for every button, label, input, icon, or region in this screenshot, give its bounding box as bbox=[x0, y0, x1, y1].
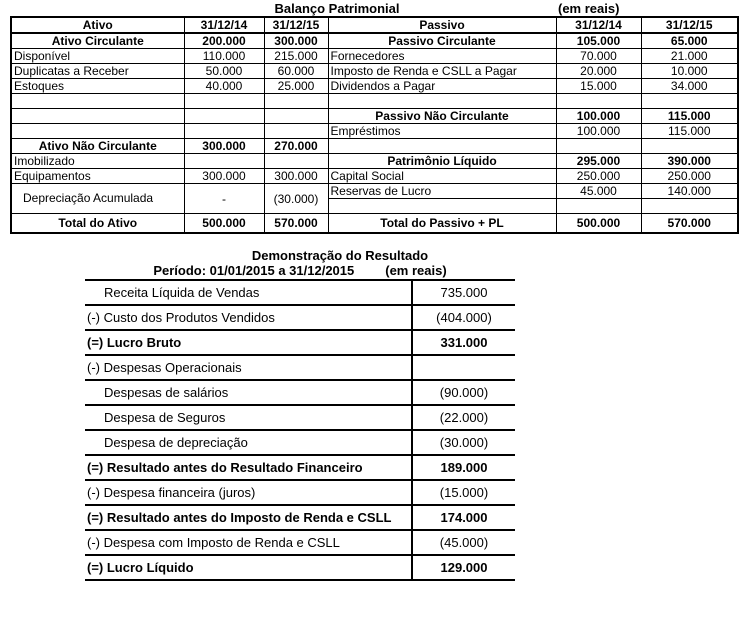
account-label: Empréstimos bbox=[328, 124, 556, 139]
value-cell: 295.000 bbox=[556, 154, 641, 169]
value-cell: (22.000) bbox=[412, 405, 515, 430]
table-row bbox=[85, 430, 515, 455]
account-label: Dividendos a Pagar bbox=[328, 79, 556, 94]
value-cell: 65.000 bbox=[641, 33, 738, 49]
value-cell: 50.000 bbox=[184, 64, 264, 79]
value-cell: 570.000 bbox=[641, 214, 738, 233]
empty-cell bbox=[184, 109, 264, 124]
account-label: Estoques bbox=[11, 79, 184, 94]
table-row bbox=[11, 124, 738, 139]
balance-sheet-title: Balanço Patrimonial bbox=[274, 1, 400, 16]
line-item-label: (-) Despesas Operacionais bbox=[85, 355, 412, 380]
table-row bbox=[85, 380, 515, 405]
value-cell: 300.000 bbox=[264, 33, 328, 49]
table-row bbox=[11, 94, 738, 109]
section-label: Patrimônio Líquido bbox=[328, 154, 556, 169]
value-cell: 21.000 bbox=[641, 49, 738, 64]
income-statement-block bbox=[85, 248, 515, 581]
value-cell: 735.000 bbox=[412, 280, 515, 305]
value-cell: 115.000 bbox=[641, 109, 738, 124]
value-cell: 10.000 bbox=[641, 64, 738, 79]
empty-cell bbox=[328, 94, 556, 109]
line-item-label: Despesas de salários bbox=[85, 380, 412, 405]
value-cell: 189.000 bbox=[412, 455, 515, 480]
value-cell: - bbox=[184, 184, 264, 214]
table-row bbox=[11, 79, 738, 94]
table-row bbox=[85, 330, 515, 355]
income-statement-unit-label: (em reais) bbox=[385, 262, 447, 278]
table-row bbox=[11, 169, 738, 184]
table-row bbox=[85, 530, 515, 555]
value-cell: 500.000 bbox=[184, 214, 264, 233]
value-cell: 70.000 bbox=[556, 49, 641, 64]
empty-cell bbox=[264, 124, 328, 139]
table-row bbox=[11, 139, 738, 154]
income-statement-subtitle bbox=[85, 263, 515, 279]
value-cell: 215.000 bbox=[264, 49, 328, 64]
value-cell: 390.000 bbox=[641, 154, 738, 169]
empty-cell bbox=[11, 109, 184, 124]
empty-cell bbox=[264, 109, 328, 124]
value-cell: 60.000 bbox=[264, 64, 328, 79]
table-row bbox=[11, 49, 738, 64]
table-row bbox=[11, 33, 738, 49]
empty-cell bbox=[184, 124, 264, 139]
table-row bbox=[85, 405, 515, 430]
account-label bbox=[11, 184, 184, 214]
empty-cell bbox=[556, 199, 641, 214]
table-row bbox=[11, 109, 738, 124]
account-label: Fornecedores bbox=[328, 49, 556, 64]
value-cell: (45.000) bbox=[412, 530, 515, 555]
account-label: Disponível bbox=[11, 49, 184, 64]
value-cell: (404.000) bbox=[412, 305, 515, 330]
empty-cell bbox=[328, 139, 556, 154]
subtotal-label: (=) Resultado antes do Imposto de Renda e CSLL bbox=[85, 505, 412, 530]
section-label: Ativo Não Circulante bbox=[11, 139, 184, 154]
value-cell: 300.000 bbox=[184, 169, 264, 184]
table-row bbox=[85, 455, 515, 480]
empty-cell bbox=[556, 139, 641, 154]
table-row bbox=[11, 64, 738, 79]
value-cell: (30.000) bbox=[264, 184, 328, 214]
balance-sheet-header bbox=[0, 2, 741, 16]
account-label: Capital Social bbox=[328, 169, 556, 184]
empty-cell bbox=[556, 94, 641, 109]
table-row bbox=[85, 555, 515, 580]
table-row bbox=[85, 505, 515, 530]
value-cell: 129.000 bbox=[412, 555, 515, 580]
value-cell: 110.000 bbox=[184, 49, 264, 64]
balance-sheet-table bbox=[10, 16, 739, 234]
column-header: 31/12/14 bbox=[556, 17, 641, 33]
account-label: Duplicatas a Receber bbox=[11, 64, 184, 79]
value-cell: 100.000 bbox=[556, 124, 641, 139]
value-cell: 34.000 bbox=[641, 79, 738, 94]
total-label: Total do Passivo + PL bbox=[328, 214, 556, 233]
value-cell: 115.000 bbox=[641, 124, 738, 139]
value-cell: (30.000) bbox=[412, 430, 515, 455]
empty-cell bbox=[412, 355, 515, 380]
line-item-label: Despesa de depreciação bbox=[85, 430, 412, 455]
account-label: Reservas de Lucro bbox=[328, 184, 556, 199]
table-row bbox=[85, 355, 515, 380]
value-cell: 250.000 bbox=[556, 169, 641, 184]
value-cell: 45.000 bbox=[556, 184, 641, 199]
line-item-label: Despesa de Seguros bbox=[85, 405, 412, 430]
balance-sheet-unit-label: (em reais) bbox=[558, 1, 620, 16]
line-item-label: (-) Despesa financeira (juros) bbox=[85, 480, 412, 505]
section-label: Passivo Circulante bbox=[328, 33, 556, 49]
empty-cell bbox=[184, 94, 264, 109]
section-label: Passivo Não Circulante bbox=[328, 109, 556, 124]
section-label: Ativo Circulante bbox=[11, 33, 184, 49]
empty-cell bbox=[184, 154, 264, 169]
value-cell: (15.000) bbox=[412, 480, 515, 505]
empty-cell bbox=[328, 199, 556, 214]
account-label: Imobilizado bbox=[11, 154, 184, 169]
value-cell: 331.000 bbox=[412, 330, 515, 355]
value-cell: 250.000 bbox=[641, 169, 738, 184]
value-cell: 20.000 bbox=[556, 64, 641, 79]
table-row bbox=[85, 280, 515, 305]
value-cell: 100.000 bbox=[556, 109, 641, 124]
table-row bbox=[11, 184, 738, 199]
value-cell: 570.000 bbox=[264, 214, 328, 233]
income-statement-title: Demonstração do Resultado bbox=[251, 247, 429, 263]
value-cell: 15.000 bbox=[556, 79, 641, 94]
value-cell: 140.000 bbox=[641, 184, 738, 199]
table-row bbox=[11, 17, 738, 33]
empty-cell bbox=[641, 94, 738, 109]
account-label: Equipamentos bbox=[11, 169, 184, 184]
subtotal-label: (=) Lucro Bruto bbox=[85, 330, 412, 355]
value-cell: 174.000 bbox=[412, 505, 515, 530]
column-header: Ativo bbox=[11, 17, 184, 33]
value-cell: 500.000 bbox=[556, 214, 641, 233]
line-item-label: Receita Líquida de Vendas bbox=[85, 280, 412, 305]
account-label: Imposto de Renda e CSLL a Pagar bbox=[328, 64, 556, 79]
value-cell: 40.000 bbox=[184, 79, 264, 94]
value-cell: 300.000 bbox=[264, 169, 328, 184]
value-cell: (90.000) bbox=[412, 380, 515, 405]
total-label: Total do Ativo bbox=[11, 214, 184, 233]
line-item-label: (-) Custo dos Produtos Vendidos bbox=[85, 305, 412, 330]
empty-cell bbox=[641, 199, 738, 214]
empty-cell bbox=[264, 94, 328, 109]
income-statement-table bbox=[85, 279, 515, 581]
value-cell: 105.000 bbox=[556, 33, 641, 49]
subtotal-label: (=) Lucro Líquido bbox=[85, 555, 412, 580]
column-header: 31/12/15 bbox=[641, 17, 738, 33]
column-header: Passivo bbox=[328, 17, 556, 33]
value-cell: 300.000 bbox=[184, 139, 264, 154]
table-row bbox=[85, 305, 515, 330]
empty-cell bbox=[264, 154, 328, 169]
line-item-label: (-) Despesa com Imposto de Renda e CSLL bbox=[85, 530, 412, 555]
table-row bbox=[11, 154, 738, 169]
value-cell: 25.000 bbox=[264, 79, 328, 94]
value-cell: 270.000 bbox=[264, 139, 328, 154]
table-row bbox=[11, 214, 738, 233]
column-header: 31/12/15 bbox=[264, 17, 328, 33]
empty-cell bbox=[641, 139, 738, 154]
table-row bbox=[85, 480, 515, 505]
account-label-text: Depreciação Acumulada bbox=[23, 191, 154, 205]
empty-cell bbox=[11, 94, 184, 109]
value-cell: 200.000 bbox=[184, 33, 264, 49]
subtotal-label: (=) Resultado antes do Resultado Financeiro bbox=[85, 455, 412, 480]
column-header: 31/12/14 bbox=[184, 17, 264, 33]
income-statement-period: Período: 01/01/2015 a 31/12/2015 bbox=[153, 262, 355, 278]
empty-cell bbox=[11, 124, 184, 139]
